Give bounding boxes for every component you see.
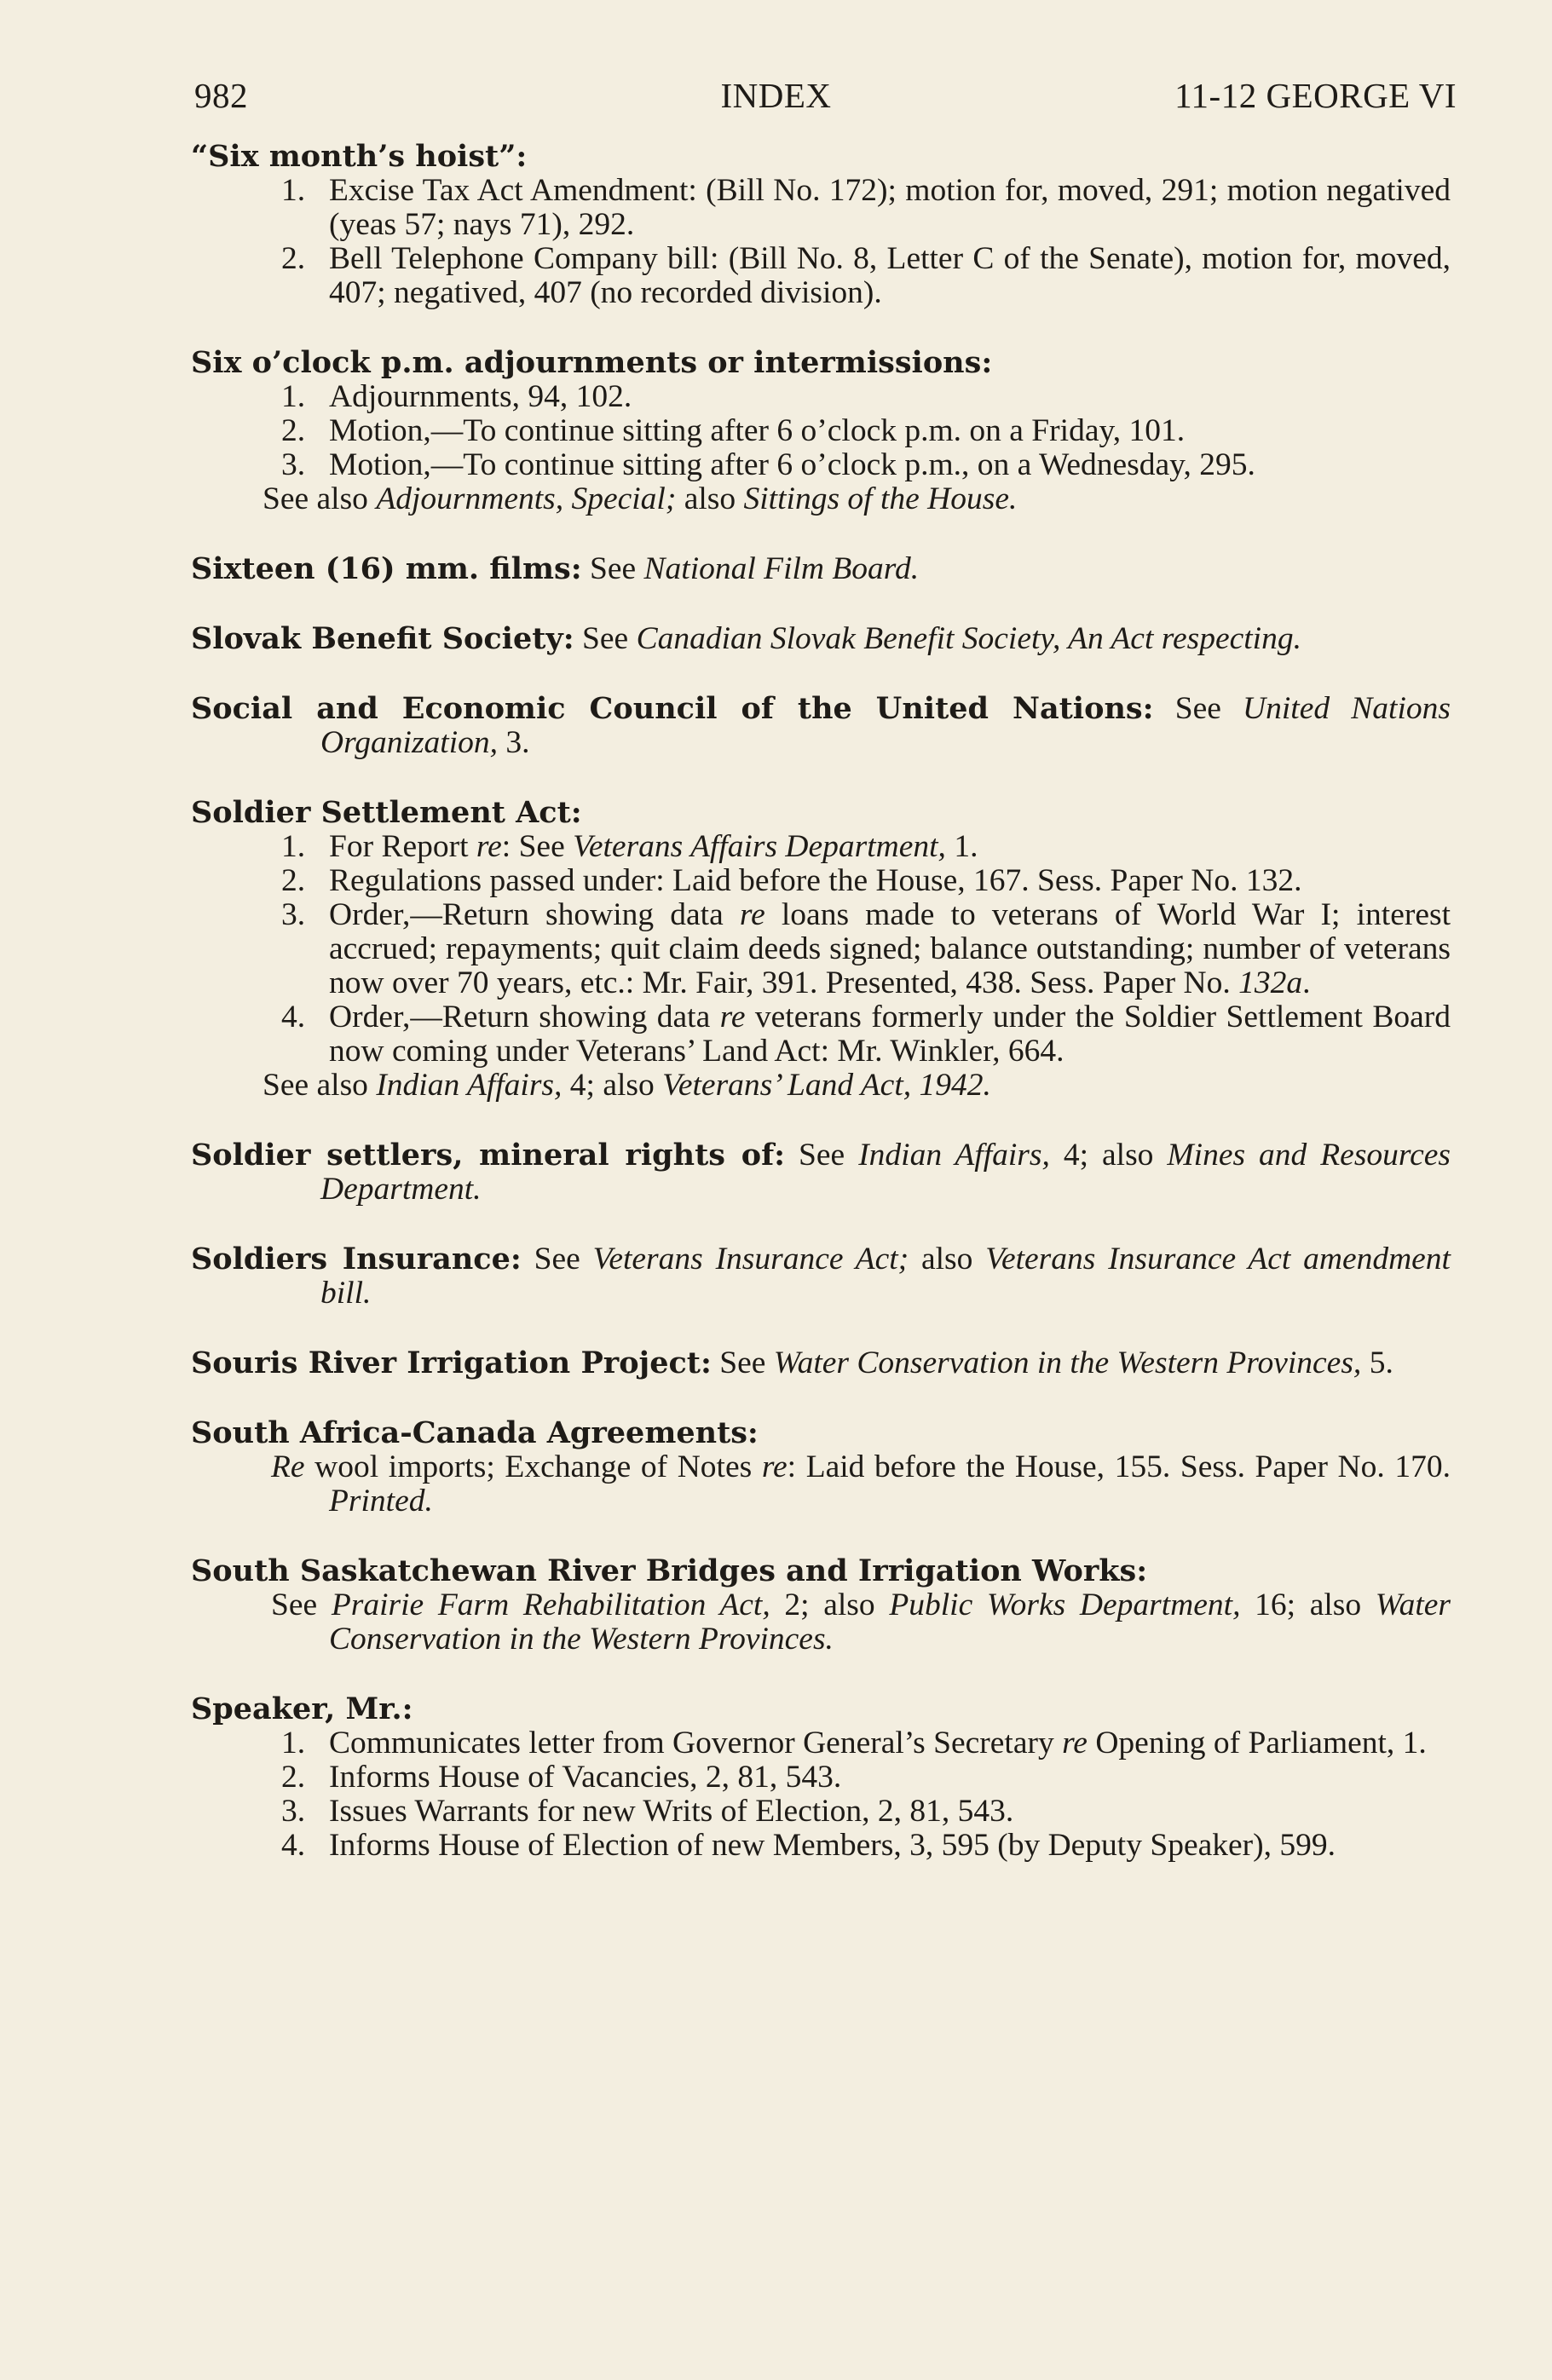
see-word: See (1153, 691, 1243, 726)
running-head-title: INDEX (720, 76, 832, 115)
index-entry-soldier-settlement-act (191, 796, 1451, 1103)
sub-entry-text: Issues Warrants for new Writs of Election, 2, 81, 543. (329, 1794, 1014, 1829)
see-word: See (574, 621, 637, 656)
cross-reference: Prairie Farm Rehabilitation Act, (331, 1588, 770, 1622)
cross-reference: Indian Affairs, (858, 1138, 1050, 1173)
re-word: Re (271, 1449, 305, 1484)
sub-entry-text: Regulations passed under: Laid before the House, 167. Sess. Paper No. 132. (329, 863, 1302, 898)
sub-entry-number: 2. (281, 1760, 306, 1795)
index-entry-soldier-settlers-mineral-rights (191, 1138, 1451, 1207)
see-also-connector: also (909, 1242, 986, 1276)
entry-heading: Soldier Settlement Act: (191, 795, 582, 830)
page-reference: 3. (498, 725, 530, 760)
sub-entry-number: 1. (281, 1726, 306, 1761)
cross-reference: Canadian Slovak Benefit Society, An Act respecting. (636, 621, 1301, 656)
re-word: re (1062, 1726, 1088, 1761)
index-entry-six-months-hoist (191, 140, 1451, 310)
sub-entry-list (191, 380, 1451, 482)
sub-entry-text: veterans formerly under the Soldier Settlement Board now coming under Veterans’ Land Act: Mr. Winkler, 664. (329, 1000, 1451, 1069)
cross-reference: Adjournments, Special; (376, 481, 677, 516)
see-word: See (711, 1346, 774, 1380)
sub-entry-text: Informs House of Election of new Members, 3, 595 (by Deputy Speaker), 599. (329, 1828, 1336, 1863)
sub-entry-number: 1. (281, 173, 306, 208)
see-also-prefix: See also (263, 1068, 377, 1103)
cross-reference: Public Works Department, (889, 1588, 1241, 1622)
entry-heading: South Saskatchewan River Bridges and Irrigation Works: (191, 1553, 1148, 1588)
see-also-connector: 2; also (770, 1588, 890, 1622)
sub-entry-number: 2. (281, 413, 306, 448)
sub-entry (191, 1000, 1451, 1069)
cross-reference: Sittings of the House. (743, 481, 1018, 516)
running-head (0, 75, 1552, 126)
sub-entry-number: 2. (281, 863, 306, 898)
sub-entry-list (191, 1726, 1451, 1863)
see-also-prefix: See also (263, 481, 377, 516)
sub-entry-text: Excise Tax Act Amendment: (Bill No. 172); motion for, moved, 291; motion negatived (yeas 57; nays 71), 292. (329, 173, 1451, 242)
sub-entry (191, 1726, 1451, 1761)
see-also-connector: also (676, 481, 744, 516)
cross-reference: Veterans Insurance Act; (592, 1242, 909, 1276)
sub-entry-text: Opening of Parliament, 1. (1087, 1726, 1427, 1761)
sub-entry (191, 242, 1451, 310)
sub-entry-list (191, 830, 1451, 1069)
sub-entry-list (191, 174, 1451, 310)
cross-reference: Veterans’ Land Act, 1942. (662, 1068, 991, 1103)
see-also-connector: 16; also (1240, 1588, 1376, 1622)
running-head-regnal-year: 11-12 GEORGE VI (1174, 76, 1457, 115)
re-word: re (761, 1449, 788, 1484)
sub-entry-number: 3. (281, 897, 306, 932)
index-entry-souris-river-irrigation (191, 1346, 1451, 1380)
sub-entry-text: loans made to veterans of World War I; interest accrued; repayments; quit claim deeds signed; balance outstanding; number of veterans now over 70 years, etc.: Mr. Fair, 391. Presented, 438. Sess. Paper No. (329, 897, 1451, 1000)
entry-heading: Speaker, Mr.: (191, 1691, 413, 1726)
entry-heading: Soldier settlers, mineral rights of: (191, 1138, 786, 1173)
see-word: See (785, 1138, 859, 1173)
index-entry-soldiers-insurance (191, 1242, 1451, 1311)
cross-reference: Mines and Resources Department. (320, 1138, 1451, 1207)
sub-entry-number: 3. (281, 1794, 306, 1829)
cross-reference: Indian Affairs, (376, 1068, 563, 1103)
sub-entry (191, 830, 1451, 864)
sub-entry-text: Bell Telephone Company bill: (Bill No. 8, Letter C of the Senate), motion for, moved, 407; negatived, 407 (no recorded division). (329, 241, 1451, 310)
page-number: 982 (194, 76, 248, 115)
cross-reference: United Nations Organization, (320, 691, 1451, 760)
sub-entry-text: Informs House of Vacancies, 2, 81, 543. (329, 1760, 842, 1795)
index-entry-speaker (191, 1692, 1451, 1863)
cross-reference: Water Conservation in the Western Provinces, (773, 1346, 1362, 1380)
sub-entry-text: wool imports; Exchange of Notes (304, 1449, 762, 1484)
sub-entry (191, 1588, 1451, 1657)
sub-entry-text: Motion,—To continue sitting after 6 o’clock p.m., on a Wednesday, 295. (329, 447, 1255, 482)
see-also-connector: 4; also (1049, 1138, 1168, 1173)
re-word: re (476, 829, 502, 864)
sub-entry-number: 1. (281, 829, 306, 864)
page-reference: 5. (1361, 1346, 1393, 1380)
re-word: re (739, 897, 765, 932)
sub-entry-number: 4. (281, 1000, 306, 1034)
sub-entry-text: : See (501, 829, 574, 864)
sub-entry-text: Adjournments, 94, 102. (329, 379, 632, 414)
sub-entry (191, 1450, 1451, 1518)
index-entry-south-saskatchewan-river (191, 1554, 1451, 1657)
sub-entry (191, 1829, 1451, 1863)
entry-heading: Souris River Irrigation Project: (191, 1346, 712, 1380)
sub-entry (191, 898, 1451, 1000)
index-entry-social-economic-council (191, 692, 1451, 760)
see-word: See (521, 1242, 593, 1276)
sub-entry-number: 3. (281, 447, 306, 482)
sessional-paper-number: 132a (1238, 965, 1303, 1000)
sub-entry (191, 414, 1451, 448)
sub-entry (191, 1761, 1451, 1795)
sub-entry (191, 380, 1451, 414)
sub-entry-number: 2. (281, 241, 306, 276)
sub-entry-text: Order,—Return showing data (329, 1000, 720, 1034)
re-word: re (719, 1000, 746, 1034)
entry-heading: Slovak Benefit Society: (191, 621, 574, 656)
entry-heading: “Six month’s hoist”: (191, 139, 528, 174)
cross-reference: Veterans Affairs Department, (573, 829, 946, 864)
sub-entry (191, 864, 1451, 898)
index-entry-slovak-benefit-society (191, 622, 1451, 656)
see-word: See (581, 551, 644, 586)
cross-reference: Veterans Insurance Act amendment bill. (320, 1242, 1451, 1311)
see-also-line (191, 1069, 1451, 1103)
printed-note: Printed. (329, 1484, 433, 1518)
see-also-line (191, 482, 1451, 516)
sub-entry-text: Communicates letter from Governor General’s Secretary (329, 1726, 1063, 1761)
see-also-connector: 4; also (562, 1068, 663, 1103)
sub-entry-text: Motion,—To continue sitting after 6 o’clock p.m. on a Friday, 101. (329, 413, 1186, 448)
index-entry-six-oclock (191, 346, 1451, 516)
sub-entry-text: For Report (329, 829, 476, 864)
sub-entry-number: 4. (281, 1828, 306, 1863)
cross-reference: National Film Board. (643, 551, 920, 586)
sub-entry-text: : Laid before the House, 155. Sess. Paper No. 170. (787, 1449, 1451, 1484)
sub-entry (191, 1795, 1451, 1829)
entry-heading: South Africa-Canada Agreements: (191, 1415, 759, 1450)
entry-heading: Soldiers Insurance: (191, 1242, 522, 1276)
cross-reference: Water Conservation in the Western Provinces. (329, 1588, 1451, 1657)
sub-entry (191, 174, 1451, 242)
see-word: See (271, 1588, 332, 1622)
sub-entry (191, 448, 1451, 482)
entry-heading: Sixteen (16) mm. films: (191, 551, 582, 586)
page-reference: 1. (945, 829, 978, 864)
sub-entry-text: Order,—Return showing data (329, 897, 740, 932)
index-body (191, 140, 1451, 1899)
entry-heading: Six o’clock p.m. adjournments or intermissions: (191, 345, 993, 380)
index-entry-sixteen-mm-films (191, 552, 1451, 586)
sub-entry-number: 1. (281, 379, 306, 414)
entry-heading: Social and Economic Council of the United Nations: (191, 691, 1154, 726)
index-entry-south-africa-canada (191, 1416, 1451, 1518)
sub-entry-text: . (1302, 965, 1311, 1000)
